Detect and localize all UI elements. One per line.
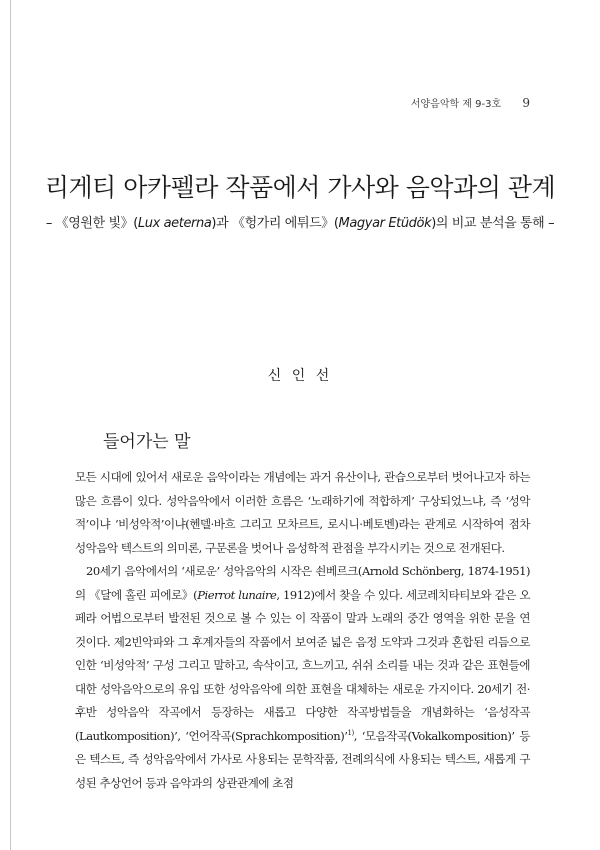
paragraph-2 xyxy=(75,560,530,795)
subtitle-part-2: )과 《헝가리 에튀드》( xyxy=(211,216,339,231)
running-head xyxy=(300,95,530,110)
paper-title: 리게티 아카펠라 작품에서 가사와 음악과의 관계 xyxy=(44,173,556,202)
subtitle-part-3: )의 비교 분석을 통해 – xyxy=(431,216,555,231)
page-number: 9 xyxy=(522,96,530,110)
paragraph-2-part-2: , 1912)에서 찾을 수 있다. 세코레치타티보와 같은 오페라 어법으로부터 발전된 것으로 볼 수 있는 이 작품이 말과 노래의 중간 영역을 위한 문을 연 것이다. 제2빈악파와 그 후계자들의 작품에서 보여준 넓은 음정 도약과 그것과 혼합된 리듬으로 인한 ‘비성악적’ 구성 그리고 말하고, 속삭이고, 흐느끼고, 쉬쉬 소리를 내는 것과 같은 표현들에 대한 성악음악으로의 유입 또한 성악음악에 의한 표현을 대체하는 새로운 가지이다. 20세기 전·후반 성악음악 작곡에서 등장하는 새롭고 다양한 작곡방법들을 개념화하는 ‘음성작곡(Lautkomposition)’, ‘언어작곡(Sprachkomposition)’ xyxy=(75,587,530,743)
paragraph-2-work-title: Pierrot lunaire xyxy=(197,587,277,602)
page-edge-rule xyxy=(10,0,11,850)
paper-subtitle xyxy=(40,212,560,231)
author-name: 신 인 선 xyxy=(267,368,333,384)
footnote-marker[interactable]: 1) xyxy=(347,728,354,737)
body-text xyxy=(75,466,530,795)
subtitle-part-1: – 《영원한 빛》( xyxy=(45,216,138,231)
subtitle-work-2: Magyar Etüdök xyxy=(338,216,432,231)
section-heading: 들어가는 말 xyxy=(103,432,191,452)
subtitle-work-1: Lux aeterna xyxy=(137,216,212,231)
paragraph-2-part-1: 20세기 음악에서의 ‘새로운’ 성악음악의 시작은 쇤베르크(Arnold Schönberg, 1874-1951)의 《달에 홀린 피에로》( xyxy=(75,564,530,602)
paragraph-2-part-3: , ‘모음작곡(Vokalkomposition)’ 등은 텍스트, 즉 성악음악에서 가사로 사용되는 문학작품, 전례의식에 사용되는 텍스트, 새롭게 구성된 추상언어 등과 음악과의 상관관계에 초점 xyxy=(75,728,530,790)
journal-name: 서양음악학 제 9-3호 xyxy=(410,99,502,110)
paragraph-1: 모든 시대에 있어서 새로운 음악이라는 개념에는 과거 유산이나, 관습으로부터 벗어나고자 하는 많은 흐름이 있다. 성악음악에서 이러한 흐름은 ‘노래하기에 적합하게’ 구상되었느냐, 즉 ‘성악적’이냐 ‘비성악적’이냐(헨델·바흐 그리고 모차르트, 로시니·베토벤)라는 관계로 시작하여 점차 성악음악 텍스트의 의미론, 구문론을 벗어나 음성학적 관점을 부각시키는 것으로 전개된다. xyxy=(75,470,530,555)
